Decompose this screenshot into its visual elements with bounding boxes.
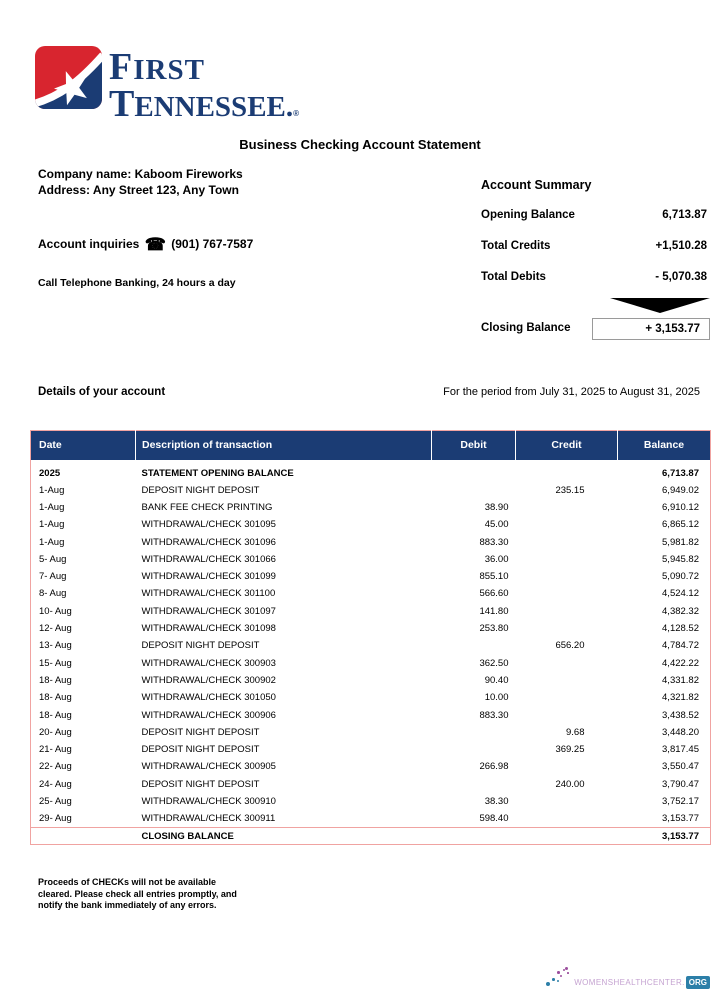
- transaction-balance: 4,784.72: [618, 637, 711, 654]
- column-header-description: Description of transaction: [136, 431, 432, 460]
- transaction-row: [31, 793, 711, 810]
- transaction-description: WITHDRAWAL/CHECK 301066: [136, 551, 432, 568]
- transaction-balance: 4,321.82: [618, 689, 711, 706]
- transaction-debit: [432, 482, 516, 499]
- transaction-credit: 9.68: [516, 724, 618, 741]
- summary-value: 6,713.87: [662, 209, 707, 221]
- transaction-row: [31, 758, 711, 775]
- transaction-credit: [516, 706, 618, 723]
- flag-star-icon: [35, 46, 102, 109]
- transaction-credit: [516, 689, 618, 706]
- transaction-date: 5- Aug: [31, 551, 136, 568]
- transaction-date: [31, 827, 136, 844]
- transaction-row: [31, 810, 711, 827]
- transaction-date: 21- Aug: [31, 741, 136, 758]
- watermark-dots-icon: [546, 967, 572, 989]
- summary-row-opening-balance: [481, 209, 710, 223]
- transaction-date: 20- Aug: [31, 724, 136, 741]
- watermark-name: WOMENSHEALTHCENTER.: [574, 978, 685, 987]
- company-name-line: Company name: Kaboom Fireworks: [38, 167, 243, 181]
- transaction-balance: 3,752.17: [618, 793, 711, 810]
- transaction-row: [31, 654, 711, 671]
- statement-period: For the period from July 31, 2025 to August 31, 2025: [443, 386, 700, 398]
- transaction-description: WITHDRAWAL/CHECK 301099: [136, 568, 432, 585]
- registered-mark: ®: [293, 109, 300, 118]
- transaction-row: [31, 533, 711, 550]
- transaction-date: 1-Aug: [31, 533, 136, 550]
- transaction-date: 25- Aug: [31, 793, 136, 810]
- transaction-row: [31, 689, 711, 706]
- transaction-description: STATEMENT OPENING BALANCE: [136, 460, 432, 482]
- transaction-row: [31, 741, 711, 758]
- summary-row-total-credits: [481, 240, 710, 254]
- transaction-row: [31, 516, 711, 533]
- transaction-description: WITHDRAWAL/CHECK 301095: [136, 516, 432, 533]
- brand-word-tennessee: TENNESSEE.®: [109, 83, 300, 125]
- transaction-description: CLOSING BALANCE: [136, 827, 432, 844]
- transaction-credit: [516, 620, 618, 637]
- transaction-credit: [516, 568, 618, 585]
- transaction-description: DEPOSIT NIGHT DEPOSIT: [136, 482, 432, 499]
- transaction-credit: [516, 827, 618, 844]
- transaction-row: [31, 776, 711, 793]
- summary-row-closing-balance: [481, 318, 710, 341]
- summary-label: Total Debits: [481, 271, 546, 283]
- transaction-balance: 4,422.22: [618, 654, 711, 671]
- footnote-line: cleared. Please check all entries promptly, and: [38, 888, 237, 899]
- inquiries-phone-number: (901) 767-7587: [171, 237, 254, 251]
- transaction-balance: 4,382.32: [618, 603, 711, 620]
- transaction-date: 1-Aug: [31, 499, 136, 516]
- transaction-balance: 3,153.77: [618, 810, 711, 827]
- watermark-org-badge: ORG: [686, 976, 710, 989]
- transaction-credit: [516, 585, 618, 602]
- transaction-description: WITHDRAWAL/CHECK 300902: [136, 672, 432, 689]
- transaction-row: [31, 724, 711, 741]
- transaction-date: 18- Aug: [31, 706, 136, 723]
- transaction-credit: [516, 551, 618, 568]
- transaction-row: [31, 482, 711, 499]
- transaction-description: WITHDRAWAL/CHECK 301100: [136, 585, 432, 602]
- transaction-date: 29- Aug: [31, 810, 136, 827]
- transaction-row: [31, 706, 711, 723]
- transaction-balance: 3,550.47: [618, 758, 711, 775]
- account-inquiries-line: [38, 235, 253, 255]
- transaction-credit: [516, 810, 618, 827]
- transaction-balance: 3,448.20: [618, 724, 711, 741]
- transaction-balance: 6,949.02: [618, 482, 711, 499]
- transaction-debit: [432, 460, 516, 482]
- transaction-description: WITHDRAWAL/CHECK 300903: [136, 654, 432, 671]
- transaction-debit: [432, 827, 516, 844]
- transaction-balance: 6,865.12: [618, 516, 711, 533]
- transaction-date: 1-Aug: [31, 516, 136, 533]
- transaction-description: WITHDRAWAL/CHECK 301050: [136, 689, 432, 706]
- transaction-debit: 10.00: [432, 689, 516, 706]
- transaction-balance: 6,910.12: [618, 499, 711, 516]
- statement-title: Business Checking Account Statement: [239, 137, 481, 152]
- brand-wordmark: [109, 48, 299, 123]
- transaction-balance: 3,153.77: [618, 827, 711, 844]
- transaction-debit: [432, 724, 516, 741]
- transaction-debit: 855.10: [432, 568, 516, 585]
- transaction-row: [31, 499, 711, 516]
- transaction-date: 13- Aug: [31, 637, 136, 654]
- transaction-credit: [516, 533, 618, 550]
- summary-value: - 5,070.38: [655, 271, 707, 283]
- transaction-debit: 141.80: [432, 603, 516, 620]
- inquiries-label: Account inquiries: [38, 237, 140, 251]
- transaction-debit: 362.50: [432, 654, 516, 671]
- account-summary: [481, 178, 710, 341]
- transaction-credit: [516, 603, 618, 620]
- brand-word-first: FIRST: [109, 46, 205, 88]
- transaction-debit: 883.30: [432, 533, 516, 550]
- transaction-credit: [516, 654, 618, 671]
- closing-balance-label: Closing Balance: [481, 322, 571, 334]
- transaction-debit: 566.60: [432, 585, 516, 602]
- transaction-credit: 235.15: [516, 482, 618, 499]
- summary-value: +1,510.28: [655, 240, 707, 252]
- transaction-row: [31, 568, 711, 585]
- transaction-row: [31, 620, 711, 637]
- transaction-balance: 4,128.52: [618, 620, 711, 637]
- summary-row-total-debits: [481, 271, 710, 285]
- transaction-date: 15- Aug: [31, 654, 136, 671]
- transaction-balance: 5,090.72: [618, 568, 711, 585]
- transaction-balance: 3,438.52: [618, 706, 711, 723]
- transaction-row: [31, 551, 711, 568]
- closing-balance-value-box: + 3,153.77: [592, 318, 710, 340]
- transactions-header: [31, 431, 711, 460]
- transaction-description: DEPOSIT NIGHT DEPOSIT: [136, 776, 432, 793]
- transaction-credit: 240.00: [516, 776, 618, 793]
- transaction-debit: [432, 741, 516, 758]
- transaction-date: 12- Aug: [31, 620, 136, 637]
- transaction-debit: 90.40: [432, 672, 516, 689]
- transaction-credit: [516, 516, 618, 533]
- transaction-balance: 5,981.82: [618, 533, 711, 550]
- transaction-debit: [432, 637, 516, 654]
- transaction-date: 18- Aug: [31, 689, 136, 706]
- transaction-debit: 36.00: [432, 551, 516, 568]
- transaction-debit: 38.90: [432, 499, 516, 516]
- telephone-icon: ☎: [144, 235, 166, 254]
- summary-label: Opening Balance: [481, 209, 575, 221]
- transaction-credit: [516, 460, 618, 482]
- transaction-description: WITHDRAWAL/CHECK 301098: [136, 620, 432, 637]
- summary-label: Total Credits: [481, 240, 551, 252]
- transaction-credit: [516, 793, 618, 810]
- transaction-credit: [516, 499, 618, 516]
- transaction-description: WITHDRAWAL/CHECK 300906: [136, 706, 432, 723]
- transaction-balance: 3,817.45: [618, 741, 711, 758]
- transaction-row: [31, 460, 711, 482]
- first-tennessee-logo: [35, 46, 299, 123]
- transaction-row: [31, 672, 711, 689]
- transaction-description: DEPOSIT NIGHT DEPOSIT: [136, 637, 432, 654]
- transaction-credit: [516, 672, 618, 689]
- transaction-row: [31, 585, 711, 602]
- transactions-body: [31, 460, 711, 845]
- details-heading: Details of your account: [38, 386, 166, 398]
- transaction-description: DEPOSIT NIGHT DEPOSIT: [136, 741, 432, 758]
- transaction-description: WITHDRAWAL/CHECK 300910: [136, 793, 432, 810]
- womenshealthcenter-watermark: [546, 963, 710, 989]
- transaction-debit: 45.00: [432, 516, 516, 533]
- transaction-debit: [432, 776, 516, 793]
- company-address-line: Address: Any Street 123, Any Town: [38, 183, 239, 197]
- transaction-date: 8- Aug: [31, 585, 136, 602]
- column-header-credit: Credit: [516, 431, 618, 460]
- transaction-date: 18- Aug: [31, 672, 136, 689]
- transaction-date: 1-Aug: [31, 482, 136, 499]
- transaction-description: WITHDRAWAL/CHECK 301097: [136, 603, 432, 620]
- column-header-date: Date: [31, 431, 136, 460]
- transaction-row: [31, 637, 711, 654]
- transaction-date: 24- Aug: [31, 776, 136, 793]
- account-summary-title: Account Summary: [481, 178, 592, 192]
- transaction-balance: 6,713.87: [618, 460, 711, 482]
- transaction-row: [31, 603, 711, 620]
- transaction-balance: 3,790.47: [618, 776, 711, 793]
- transaction-credit: 656.20: [516, 637, 618, 654]
- transaction-debit: 883.30: [432, 706, 516, 723]
- column-header-debit: Debit: [432, 431, 516, 460]
- footnote: [38, 877, 237, 912]
- down-arrow-icon: [481, 298, 710, 313]
- transaction-balance: 5,945.82: [618, 551, 711, 568]
- transaction-description: BANK FEE CHECK PRINTING: [136, 499, 432, 516]
- transaction-balance: 4,524.12: [618, 585, 711, 602]
- transaction-date: 10- Aug: [31, 603, 136, 620]
- transaction-credit: [516, 758, 618, 775]
- transaction-row: [31, 827, 711, 844]
- transaction-description: WITHDRAWAL/CHECK 300905: [136, 758, 432, 775]
- telephone-banking-line: Call Telephone Banking, 24 hours a day: [38, 277, 236, 289]
- transaction-debit: 266.98: [432, 758, 516, 775]
- transaction-credit: 369.25: [516, 741, 618, 758]
- transaction-date: 2025: [31, 460, 136, 482]
- transaction-description: DEPOSIT NIGHT DEPOSIT: [136, 724, 432, 741]
- transactions-table: [30, 430, 711, 845]
- transaction-debit: 38.30: [432, 793, 516, 810]
- footnote-line: Proceeds of CHECKs will not be available: [38, 877, 217, 887]
- transaction-description: WITHDRAWAL/CHECK 301096: [136, 533, 432, 550]
- transaction-description: WITHDRAWAL/CHECK 300911: [136, 810, 432, 827]
- footnote-line: notify the bank immediately of any errors.: [38, 900, 217, 910]
- column-header-balance: Balance: [618, 431, 711, 460]
- transaction-date: 22- Aug: [31, 758, 136, 775]
- transaction-debit: 598.40: [432, 810, 516, 827]
- transaction-debit: 253.80: [432, 620, 516, 637]
- company-info: [38, 166, 243, 198]
- transaction-balance: 4,331.82: [618, 672, 711, 689]
- transaction-date: 7- Aug: [31, 568, 136, 585]
